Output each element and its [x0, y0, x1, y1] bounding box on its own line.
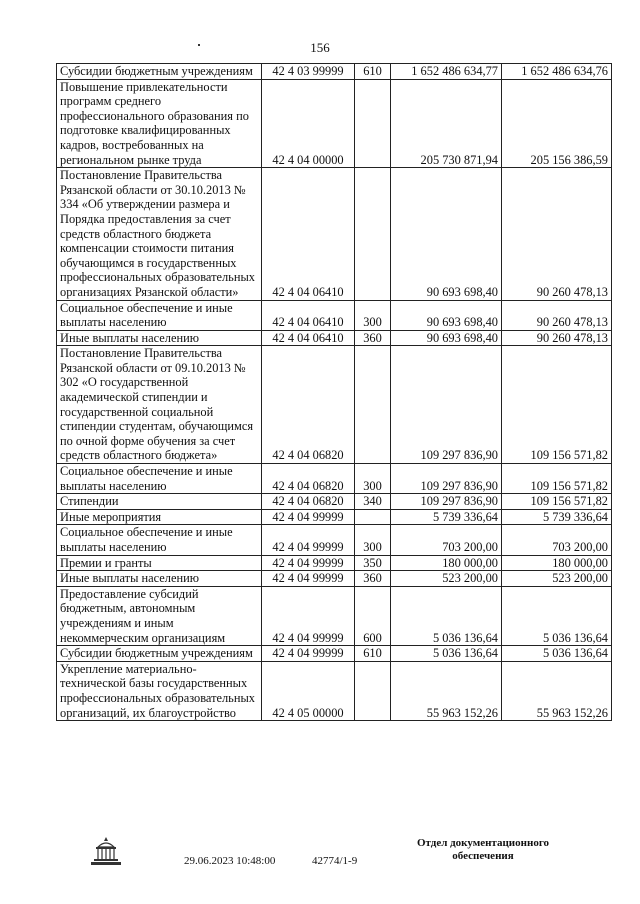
cell-name: Постановление Правительства Рязанской области от 30.10.2013 № 334 «Об утверждении размера и Порядка предоставления за счет средств областного бюджета компенсации стоимости питания обучающимся в государственных профессиональных образовательных организациях Рязанской области»: [57, 168, 262, 300]
cell-amount1: 55 963 152,26: [391, 661, 502, 720]
department-stamp: Отдел документационного обеспечения: [416, 837, 550, 862]
cell-vr: 610: [355, 64, 391, 80]
cell-amount2: 1 652 486 634,76: [502, 64, 612, 80]
cell-amount2: 109 156 571,82: [502, 346, 612, 464]
cell-name: Стипендии: [57, 494, 262, 510]
cell-code: 42 4 04 99999: [262, 525, 355, 555]
cell-code: 42 4 04 06820: [262, 346, 355, 464]
cell-amount2: 5 036 136,64: [502, 586, 612, 645]
table-row: [57, 79, 612, 168]
cell-amount1: 90 693 698,40: [391, 168, 502, 300]
cell-name: Премии и гранты: [57, 555, 262, 571]
table-row: [57, 300, 612, 330]
table-row: [57, 646, 612, 662]
cell-vr: 360: [355, 571, 391, 587]
cell-vr: 350: [355, 555, 391, 571]
cell-amount1: 90 693 698,40: [391, 330, 502, 346]
cell-name: Иные мероприятия: [57, 509, 262, 525]
table-row: [57, 464, 612, 494]
cell-code: 42 4 05 00000: [262, 661, 355, 720]
cell-code: 42 4 04 99999: [262, 571, 355, 587]
cell-vr: 340: [355, 494, 391, 510]
cell-amount2: 180 000,00: [502, 555, 612, 571]
cell-name: Социальное обеспечение и иные выплаты населению: [57, 300, 262, 330]
cell-code: 42 4 04 99999: [262, 586, 355, 645]
cell-amount1: 90 693 698,40: [391, 300, 502, 330]
cell-amount1: 180 000,00: [391, 555, 502, 571]
cell-name: Социальное обеспечение и иные выплаты населению: [57, 525, 262, 555]
cell-vr: 300: [355, 525, 391, 555]
cell-amount1: 205 730 871,94: [391, 79, 502, 168]
cell-amount2: 55 963 152,26: [502, 661, 612, 720]
cell-code: 42 4 03 99999: [262, 64, 355, 80]
cell-name: Субсидии бюджетным учреждениям: [57, 646, 262, 662]
cell-amount2: 109 156 571,82: [502, 464, 612, 494]
cell-name: Укрепление материально-технической базы государственных профессиональных образовательных организаций, их благоустройство: [57, 661, 262, 720]
cell-amount1: 1 652 486 634,77: [391, 64, 502, 80]
cell-vr: [355, 168, 391, 300]
cell-amount2: 5 036 136,64: [502, 646, 612, 662]
cell-amount2: 109 156 571,82: [502, 494, 612, 510]
cell-amount1: 5 036 136,64: [391, 646, 502, 662]
table-row: [57, 571, 612, 587]
cell-amount2: 90 260 478,13: [502, 300, 612, 330]
cell-amount1: 5 739 336,64: [391, 509, 502, 525]
cell-amount2: 5 739 336,64: [502, 509, 612, 525]
cell-code: 42 4 04 06410: [262, 300, 355, 330]
cell-code: 42 4 04 00000: [262, 79, 355, 168]
table-row: [57, 346, 612, 464]
cell-code: 42 4 04 06410: [262, 168, 355, 300]
cell-name: Иные выплаты населению: [57, 330, 262, 346]
cell-name: Постановление Правительства Рязанской области от 09.10.2013 № 302 «О государственной академической стипендии и государственной социальной стипендии студентам, обучающимся по очной форме обучения за счет средств областного бюджета»: [57, 346, 262, 464]
table-row: [57, 661, 612, 720]
cell-name: Предоставление субсидий бюджетным, автономным учреждениям и иным некоммерческим организациям: [57, 586, 262, 645]
cell-code: 42 4 04 06820: [262, 464, 355, 494]
cell-amount1: 5 036 136,64: [391, 586, 502, 645]
cell-amount2: 90 260 478,13: [502, 330, 612, 346]
cell-amount2: 205 156 386,59: [502, 79, 612, 168]
budget-table: [56, 63, 612, 721]
table-row: [57, 330, 612, 346]
cell-name: Социальное обеспечение и иные выплаты населению: [57, 464, 262, 494]
table-row: [57, 586, 612, 645]
footer-datetime: 29.06.2023 10:48:00: [184, 855, 276, 867]
table-row: [57, 509, 612, 525]
cell-amount1: 703 200,00: [391, 525, 502, 555]
table-row: [57, 64, 612, 80]
footer-doc-number: 42774/1-9: [312, 855, 358, 867]
cell-amount1: 109 297 836,90: [391, 464, 502, 494]
cell-code: 42 4 04 99999: [262, 646, 355, 662]
cell-vr: 610: [355, 646, 391, 662]
budget-table-body: [57, 64, 612, 721]
table-row: [57, 494, 612, 510]
table-row: [57, 525, 612, 555]
table-row: [57, 168, 612, 300]
cell-vr: 300: [355, 464, 391, 494]
scan-speck: [198, 44, 200, 46]
cell-code: 42 4 04 06410: [262, 330, 355, 346]
cell-code: 42 4 04 06820: [262, 494, 355, 510]
cell-vr: 360: [355, 330, 391, 346]
cell-vr: [355, 509, 391, 525]
cell-name: Иные выплаты населению: [57, 571, 262, 587]
cell-amount1: 523 200,00: [391, 571, 502, 587]
cell-amount2: 523 200,00: [502, 571, 612, 587]
cell-amount1: 109 297 836,90: [391, 494, 502, 510]
cell-name: Субсидии бюджетным учреждениям: [57, 64, 262, 80]
cell-vr: 300: [355, 300, 391, 330]
cell-amount1: 109 297 836,90: [391, 346, 502, 464]
table-row: [57, 555, 612, 571]
cell-name: Повышение привлекательности программ среднего профессионального образования по подготовке квалифицированных кадров, востребованных на региональном рынке труда: [57, 79, 262, 168]
page-number: 156: [310, 40, 330, 55]
cell-code: 42 4 04 99999: [262, 509, 355, 525]
cell-vr: [355, 346, 391, 464]
cell-vr: [355, 661, 391, 720]
cell-vr: 600: [355, 586, 391, 645]
cell-vr: [355, 79, 391, 168]
cell-amount2: 90 260 478,13: [502, 168, 612, 300]
cell-amount2: 703 200,00: [502, 525, 612, 555]
cell-code: 42 4 04 99999: [262, 555, 355, 571]
emblem-icon: [88, 835, 124, 872]
